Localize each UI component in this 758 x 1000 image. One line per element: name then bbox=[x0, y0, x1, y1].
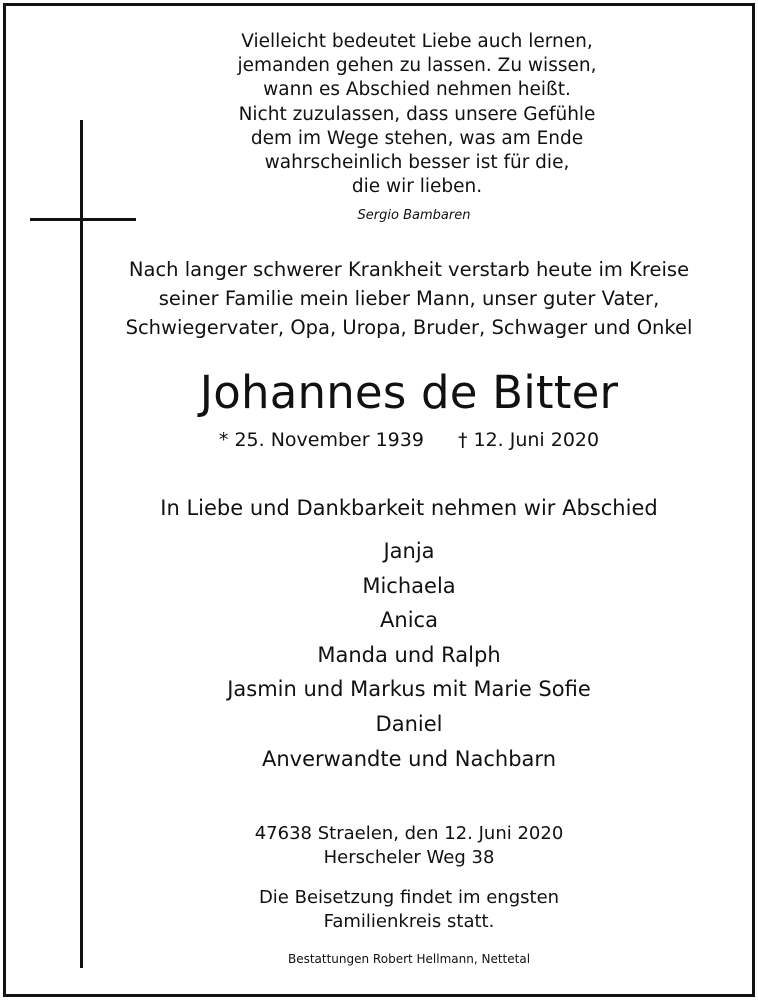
poem-line: wann es Abschied nehmen heißt. bbox=[263, 79, 571, 101]
undertaker-credit: Bestattungen Robert Hellmann, Nettetal bbox=[287, 952, 531, 966]
mourner: Manda und Ralph bbox=[317, 642, 501, 667]
farewell-line: In Liebe und Dankbarkeit nehmen wir Abschied bbox=[160, 496, 658, 520]
burial-line: Familienkreis statt. bbox=[323, 911, 495, 932]
poem-author: Sergio Bambaren bbox=[357, 208, 471, 223]
poem-line: jemanden gehen zu lassen. Zu wissen, bbox=[237, 55, 597, 77]
intro-line: Nach langer schwerer Krankheit verstarb heute im Kreise bbox=[128, 258, 690, 281]
poem-line: dem im Wege stehen, was am Ende bbox=[250, 127, 584, 149]
intro-line: seiner Familie mein lieber Mann, unser guter Vater, bbox=[158, 287, 660, 310]
poem-line: wahrscheinlich besser ist für die, bbox=[264, 152, 570, 174]
mourners-list bbox=[0, 534, 758, 776]
death-date: † 12. Juni 2020 bbox=[457, 429, 600, 451]
place-and-date: 47638 Straelen, den 12. Juni 2020 bbox=[254, 823, 564, 844]
death-announcement-text bbox=[0, 255, 758, 342]
mourner: Janja bbox=[383, 539, 435, 563]
poem-line: die wir lieben. bbox=[351, 176, 483, 198]
mourner: Daniel bbox=[375, 711, 443, 736]
poem-line: Nicht zuzulassen, dass unsere Gefühle bbox=[238, 103, 596, 125]
life-dates bbox=[0, 428, 758, 452]
mourner: Anica bbox=[380, 608, 438, 633]
burial-line: Die Beisetzung findet im engsten bbox=[258, 887, 560, 908]
mourner: Michaela bbox=[362, 573, 456, 598]
address-block bbox=[0, 822, 758, 870]
poem bbox=[0, 30, 758, 199]
street-address: Herscheler Weg 38 bbox=[323, 847, 495, 868]
birth-date: * 25. November 1939 bbox=[218, 429, 424, 451]
deceased-name: Johannes de Bitter bbox=[199, 366, 619, 419]
burial-note bbox=[0, 886, 758, 934]
mourner: Anverwandte und Nachbarn bbox=[262, 746, 556, 771]
poem-line: Vielleicht bedeutet Liebe auch lernen, bbox=[241, 31, 593, 52]
mourner: Jasmin und Markus mit Marie Sofie bbox=[227, 677, 591, 702]
intro-line: Schwiegervater, Opa, Uropa, Bruder, Schwager und Onkel bbox=[125, 316, 693, 339]
